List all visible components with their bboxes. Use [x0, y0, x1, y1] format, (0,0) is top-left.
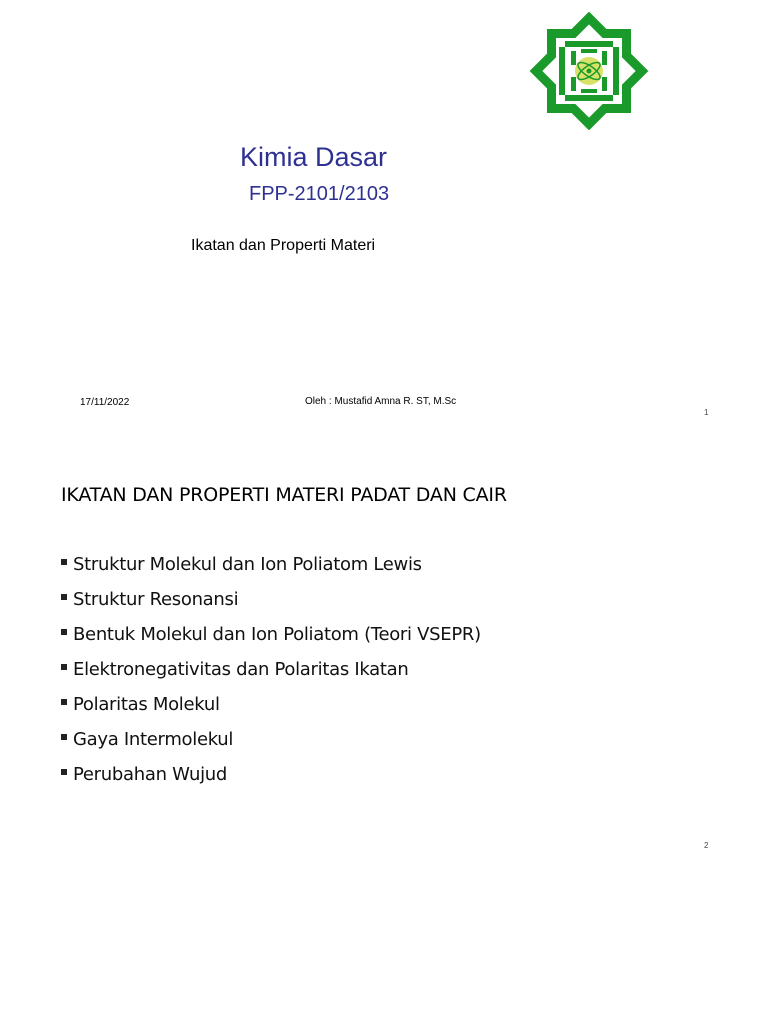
list-item — [61, 621, 481, 656]
list-item-text: Struktur Molekul dan Ion Poliatom Lewis — [73, 554, 422, 575]
university-logo-icon — [528, 12, 650, 130]
list-item-text: Polaritas Molekul — [73, 694, 220, 715]
bullet-square-icon — [61, 769, 67, 775]
list-item — [61, 656, 481, 691]
slide-1 — [0, 0, 768, 430]
list-item — [61, 726, 481, 761]
slide-heading: IKATAN DAN PROPERTI MATERI PADAT DAN CAIR — [61, 484, 507, 506]
slide-subtitle: Ikatan dan Properti Materi — [191, 237, 376, 254]
list-item-text: Struktur Resonansi — [73, 589, 239, 610]
bullet-square-icon — [61, 559, 67, 565]
bullet-square-icon — [61, 699, 67, 705]
footer-date: 17/11/2022 — [80, 397, 130, 408]
list-item — [61, 691, 481, 726]
footer-author: Oleh : Mustafid Amna R. ST, M.Sc — [305, 396, 457, 407]
list-item — [61, 586, 481, 621]
list-item — [61, 761, 481, 796]
list-item-text: Elektronegativitas dan Polaritas Ikatan — [73, 659, 409, 680]
bullet-square-icon — [61, 629, 67, 635]
bullet-square-icon — [61, 664, 67, 670]
page-number: 1 — [704, 408, 709, 417]
slide-title: Kimia Dasar — [240, 142, 388, 172]
bullet-list — [61, 551, 481, 796]
slide-2 — [0, 440, 768, 860]
page-number: 2 — [704, 841, 709, 850]
list-item-text: Gaya Intermolekul — [73, 729, 234, 750]
bullet-square-icon — [61, 734, 67, 740]
list-item-text: Bentuk Molekul dan Ion Poliatom (Teori VSEPR) — [73, 624, 481, 645]
list-item-text: Perubahan Wujud — [73, 764, 228, 785]
bullet-square-icon — [61, 594, 67, 600]
list-item — [61, 551, 481, 586]
course-code: FPP-2101/2103 — [249, 183, 390, 205]
